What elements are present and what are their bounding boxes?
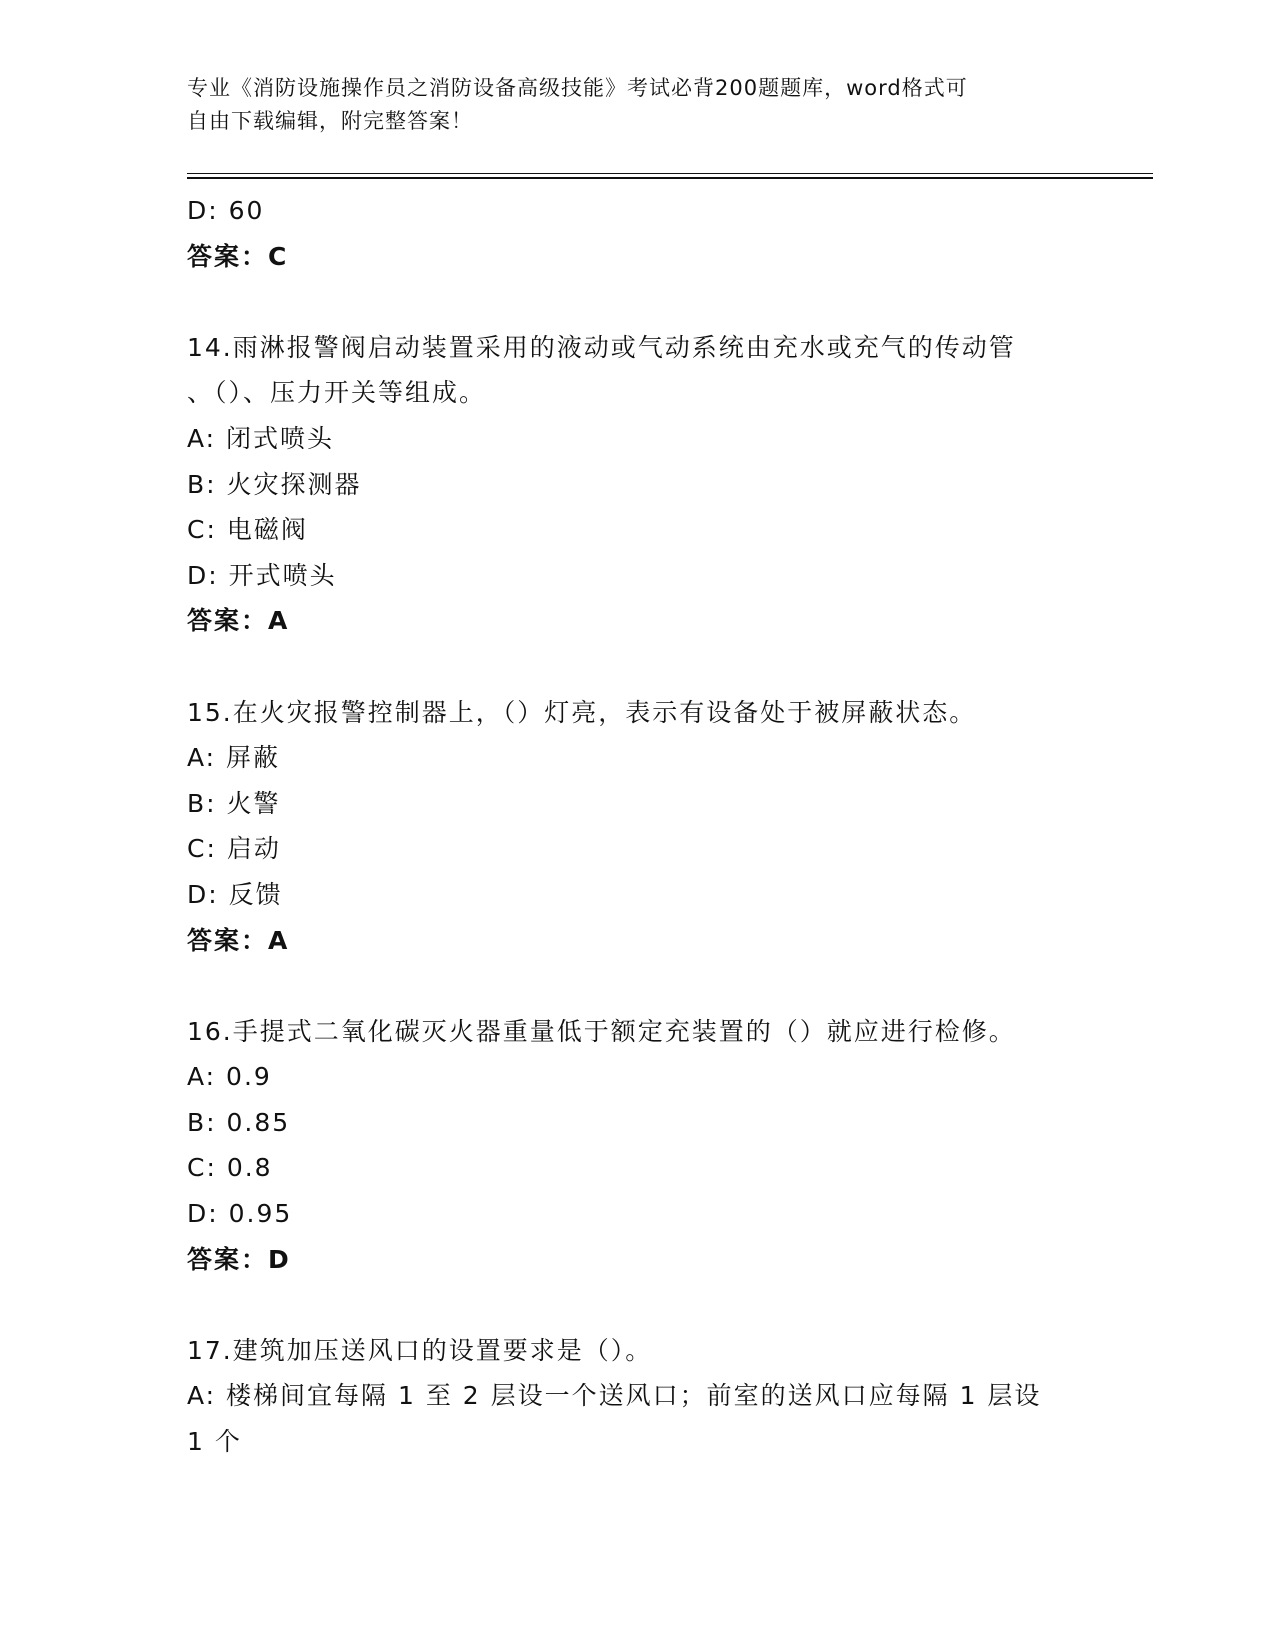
question-15-stem: 15.在火灾报警控制器上，（）灯亮，表示有设备处于被屏蔽状态。 — [187, 697, 977, 727]
question-15-answer: 答案：A — [187, 925, 290, 955]
question-14-stem-line-2: 、（）、压力开关等组成。 — [187, 378, 487, 408]
spacer — [187, 1282, 1087, 1328]
document-header — [187, 72, 1067, 138]
prev-option-d: D: 60 — [187, 196, 265, 225]
question-14 — [187, 325, 1087, 644]
question-16-option-d: D: 0.95 — [187, 1199, 293, 1229]
question-16-option-b: B: 0.85 — [187, 1107, 291, 1137]
header-title-line-2: 自由下载编辑，附完整答案！ — [187, 109, 473, 133]
question-14-stem-line-1: 14.雨淋报警阀启动装置采用的液动或气动系统由充水或充气的传动管 — [187, 332, 1016, 362]
question-17-stem: 17.建筑加压送风口的设置要求是（）。 — [187, 1335, 653, 1365]
spacer — [187, 963, 1087, 1009]
spacer — [187, 279, 1087, 325]
question-list — [187, 188, 1087, 1465]
question-14-option-a: A: 闭式喷头 — [187, 423, 335, 453]
header-title-line-1: 专业《消防设施操作员之消防设备高级技能》考试必背200题题库，word格式可 — [187, 76, 968, 100]
question-16-option-a: A: 0.9 — [187, 1062, 272, 1092]
question-17 — [187, 1328, 1087, 1465]
header-divider-thick — [187, 177, 1153, 179]
question-15-option-b: B: 火警 — [187, 788, 281, 818]
question-17-option-a-line-2: 1 个 — [187, 1427, 242, 1457]
question-16-answer: 答案：D — [187, 1244, 291, 1274]
spacer — [187, 644, 1087, 690]
question-14-option-d: D: 开式喷头 — [187, 560, 337, 590]
question-15-option-a: A: 屏蔽 — [187, 743, 281, 773]
question-16-option-c: C: 0.8 — [187, 1153, 273, 1183]
question-14-option-c: C: 电磁阀 — [187, 515, 308, 545]
question-15-option-c: C: 启动 — [187, 834, 281, 864]
question-16 — [187, 1009, 1087, 1283]
question-15 — [187, 690, 1087, 964]
question-17-option-a-line-1: A: 楼梯间宜每隔 1 至 2 层设一个送风口；前室的送风口应每隔 1 层设 — [187, 1381, 1042, 1411]
question-15-option-d: D: 反馈 — [187, 879, 283, 909]
question-14-option-b: B: 火灾探测器 — [187, 469, 362, 499]
header-divider-thin — [187, 173, 1153, 174]
prev-answer: 答案：C — [187, 241, 289, 271]
question-14-answer: 答案：A — [187, 606, 290, 636]
question-16-stem: 16.手提式二氧化碳灭火器重量低于额定充装置的（）就应进行检修。 — [187, 1016, 1016, 1046]
